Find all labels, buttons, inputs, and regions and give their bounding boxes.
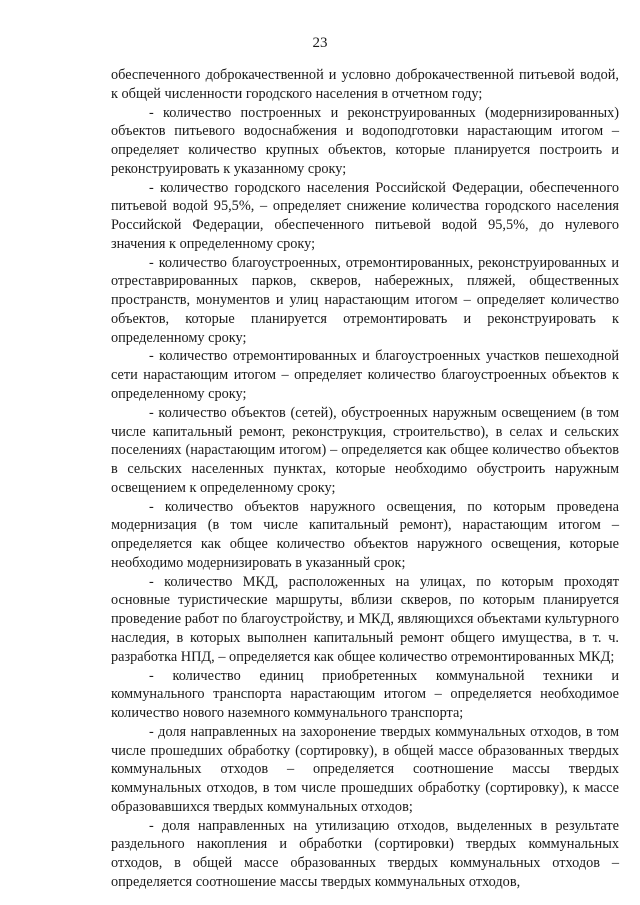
paragraph-waste-landfill-share: - доля направленных на захоронение твердых коммунальных отходов, в том числе прошедших обработку (сортировку), в общей массе образованных твердых коммунальных отходов – определяется соотношение массы твердых коммунальных отходов, в том числе прошедших обработку (сортировку), к массе образовавшихся твердых коммунальных отходов;	[111, 723, 619, 815]
page-number: 23	[312, 35, 328, 51]
paragraph-continuation: обеспеченного доброкачественной и условно доброкачественной питьевой водой, к общей численности городского населения в отчетном году;	[111, 67, 619, 102]
paragraph-pedestrian-network: - количество отремонтированных и благоустроенных участков пешеходной сети нарастающим итогом – определяет количество благоустроенных объектов к определенному сроку;	[111, 348, 619, 403]
paragraph-built-water-objects: - количество построенных и реконструированных (модернизированных) объектов питьевого водоснабжения и водоподготовки нарастающим итогом – определяет количество крупных объектов, которые планируется построить и реконструировать к указанному сроку;	[111, 104, 619, 177]
paragraph-waste-recycling-share: - доля направленных на утилизацию отходов, выделенных в результате раздельного накопления и обработки (сортировки) твердых коммунальных отходов, в общей массе образованных твердых коммунальных отходов – определяется соотношение массы твердых коммунальных отходов,	[111, 817, 619, 890]
paragraph-lighting-modernization: - количество объектов наружного освещения, по которым проведена модернизация (в том числе капитальный ремонт), нарастающим итогом – определяется как общее количество объектов наружного освещения, которые необходимо модернизировать в указанный срок;	[111, 498, 619, 571]
paragraph-parks-squares: - количество благоустроенных, отремонтированных, реконструированных и отреставрированных парков, скверов, набережных, пляжей, общественных пространств, монументов и улиц нарастающим итогом – определяет количество объектов, которые планируется отремонтировать и реконструировать к определенному сроку;	[111, 254, 619, 346]
paragraph-rural-lighting: - количество объектов (сетей), обустроенных наружным освещением (в том числе капитальный ремонт, реконструкция, строительство), в селах и сельских поселениях (нарастающим итогом) – определяется как общее количество объектов в сельских населенных пунктах, которые необходимо обустроить наружным освещением к определенному сроку;	[111, 404, 619, 496]
paragraph-municipal-vehicles: - количество единиц приобретенных коммунальной техники и коммунального транспорта нарастающим итогом – определяется необходимое количество нового наземного коммунального транспорта;	[111, 667, 619, 722]
paragraph-apartment-buildings: - количество МКД, расположенных на улицах, по которым проходят основные туристические маршруты, вблизи скверов, по которым планируется проведение работ по благоустройству, и МКД, являющихся объектами культурного наследия, в которых выполнен капитальный ремонт общего имущества, в т. ч. разработка НПД, – определяется как общее количество отремонтированных МКД;	[111, 573, 619, 665]
document-body	[111, 66, 619, 892]
paragraph-urban-population-water: - количество городского населения Российской Федерации, обеспеченного питьевой водой 95,5%, – определяет снижение количества городского населения Российской Федерации, обеспеченного питьевой водой 95,5%, до нулевого значения к определенному сроку;	[111, 179, 619, 252]
